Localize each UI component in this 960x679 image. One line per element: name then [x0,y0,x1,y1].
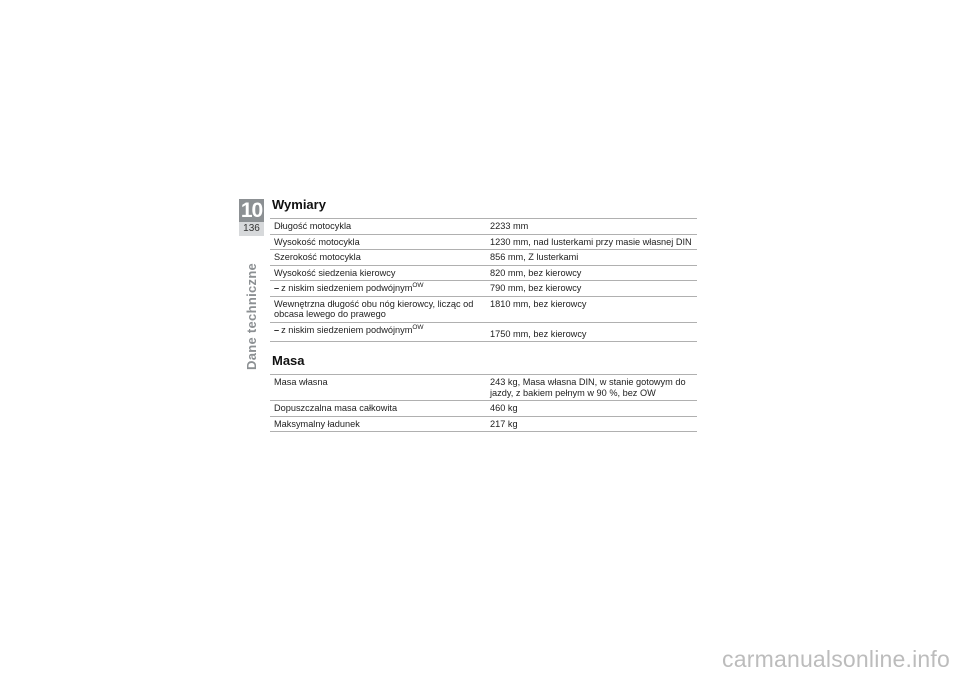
table-row [270,401,697,417]
param-cell [270,281,486,297]
chapter-label: Dane techniczne [244,262,259,370]
chapter-number: 10 [240,199,263,222]
value-cell: 1810 mm, bez kierowcy [486,296,697,322]
dash-bullet: – [274,324,280,335]
value-cell: 856 mm, Z lusterkami [486,250,697,266]
value-cell: 243 kg, Masa własna DIN, w stanie gotowym do jazdy, z bakiem pełnym w 90 %, bez OW [486,375,697,401]
param-cell [270,322,486,342]
param-cell: Szerokość motocykla [270,250,486,266]
value-cell: 460 kg [486,401,697,417]
value-cell: 790 mm, bez kierowcy [486,281,697,297]
table-row [270,219,697,235]
table-row [270,234,697,250]
param-cell: Wewnętrzna długość obu nóg kierowcy, licząc od obcasa lewego do prawego [270,296,486,322]
table-row [270,281,697,297]
value-cell: 1750 mm, bez kierowcy [486,322,697,342]
param-cell: Wysokość motocykla [270,234,486,250]
param-cell: Wysokość siedzenia kierowcy [270,265,486,281]
option-superscript: OW [412,282,424,289]
option-superscript: OW [412,323,424,331]
param-cell: Dopuszczalna masa całkowita [270,401,486,417]
chapter-tab [239,199,264,236]
dash-bullet: – [274,283,280,293]
value-cell: 1230 mm, nad lusterkami przy masie własnej DIN [486,234,697,250]
param-cell: Masa własna [270,375,486,401]
table-row [270,416,697,432]
table-row [270,322,697,342]
section-title-dimensions: Wymiary [272,197,326,212]
mass-table [270,374,697,432]
param-cell: Długość motocykla [270,219,486,235]
param-cell: Maksymalny ładunek [270,416,486,432]
section-title-mass: Masa [272,353,305,368]
value-cell: 217 kg [486,416,697,432]
table-row [270,265,697,281]
table-row [270,250,697,266]
page-content [270,197,697,432]
dimensions-table [270,218,697,342]
value-cell: 2233 mm [486,219,697,235]
value-cell: 820 mm, bez kierowcy [486,265,697,281]
page-number: 136 [239,222,264,236]
param-text: z niskim siedzeniem podwójnym [281,324,413,335]
table-row [270,375,697,401]
table-row [270,296,697,322]
watermark: carmanualsonline.info [722,646,950,672]
param-text: z niskim siedzeniem podwójnym [281,283,413,293]
